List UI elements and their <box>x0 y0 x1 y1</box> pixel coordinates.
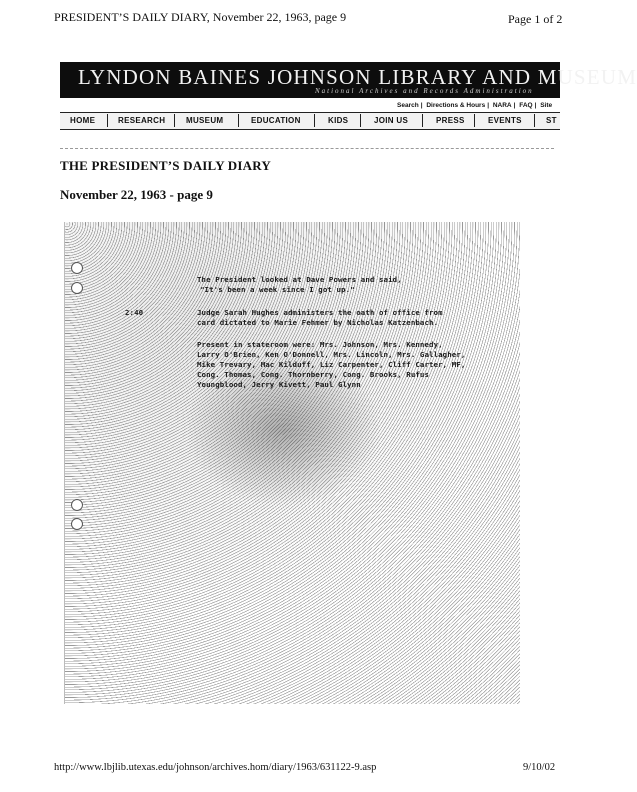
nav-divider <box>107 114 108 127</box>
nav-press[interactable]: PRESS <box>436 116 465 125</box>
banner-title: LYNDON BAINES JOHNSON LIBRARY AND MUSEUM <box>78 65 637 89</box>
diary-line: card dictated to Marie Fehmer by Nicholas Katzenbach. <box>197 318 439 327</box>
scanned-diary-page <box>64 222 520 704</box>
util-link-site[interactable]: Site <box>540 102 553 109</box>
diary-line: Cong. Thomas, Cong. Thornberry, Cong. Brooks, Rufus <box>197 370 430 379</box>
site-banner[interactable] <box>60 62 637 98</box>
diary-line: Mike Trevary, Mac Kilduff, Liz Carpenter, Cliff Carter, MF, <box>197 360 466 369</box>
page-title: THE PRESIDENT’S DAILY DIARY <box>60 158 271 173</box>
diary-line: Larry O'Brien, Ken O'Donnell, Mrs. Lincoln, Mrs. Gallagher, <box>197 350 466 359</box>
nav-kids[interactable]: KIDS <box>328 116 349 125</box>
utility-links: Search | Directions & Hours | NARA | FAQ | Site <box>397 102 553 109</box>
footer-url: http://www.lbjlib.utexas.edu/johnson/archives.hom/diary/1963/631122-9.asp <box>54 762 377 773</box>
nav-divider <box>238 114 239 127</box>
util-link-directions[interactable]: Directions & Hours <box>426 102 486 109</box>
nav-store[interactable]: ST <box>546 116 557 125</box>
print-header-title: PRESIDENT’S DAILY DIARY, November 22, 1963, page 9 <box>54 10 347 24</box>
main-nav <box>60 112 560 130</box>
util-link-faq[interactable]: FAQ <box>519 102 533 109</box>
nav-join-us[interactable]: JOIN US <box>374 116 409 125</box>
nav-divider <box>474 114 475 127</box>
diary-line: Youngblood, Jerry Kivett, Paul Glynn <box>197 380 361 389</box>
nav-divider <box>174 114 175 127</box>
punch-hole-icon <box>71 282 83 294</box>
punch-hole-icon <box>71 262 83 274</box>
nav-divider <box>422 114 423 127</box>
nav-divider <box>314 114 315 127</box>
diary-line: Judge Sarah Hughes administers the oath of office from <box>197 308 443 317</box>
diary-line: "It's been a week since I got up." <box>200 285 355 294</box>
nav-home[interactable]: HOME <box>70 116 96 125</box>
diary-line: Present in stateroom were: Mrs. Johnson, Mrs. Kennedy, <box>197 340 443 349</box>
diary-line: The President looked at Dave Powers and said, <box>197 275 402 284</box>
page-subtitle: November 22, 1963 - page 9 <box>60 187 213 202</box>
nav-events[interactable]: EVENTS <box>488 116 522 125</box>
nav-research[interactable]: RESEARCH <box>118 116 166 125</box>
nav-education[interactable]: EDUCATION <box>251 116 301 125</box>
divider <box>60 148 554 149</box>
diary-time: 2:40 <box>125 308 144 317</box>
punch-hole-icon <box>71 499 83 511</box>
punch-hole-icon <box>71 518 83 530</box>
nav-museum[interactable]: MUSEUM <box>186 116 224 125</box>
util-link-nara[interactable]: NARA <box>492 102 512 109</box>
print-page-count: Page 1 of 2 <box>508 12 563 26</box>
nav-divider <box>360 114 361 127</box>
util-link-search[interactable]: Search <box>397 102 419 109</box>
nav-divider <box>534 114 535 127</box>
footer-date: 9/10/02 <box>523 762 556 773</box>
banner-subtitle: National Archives and Records Administration <box>315 87 534 95</box>
